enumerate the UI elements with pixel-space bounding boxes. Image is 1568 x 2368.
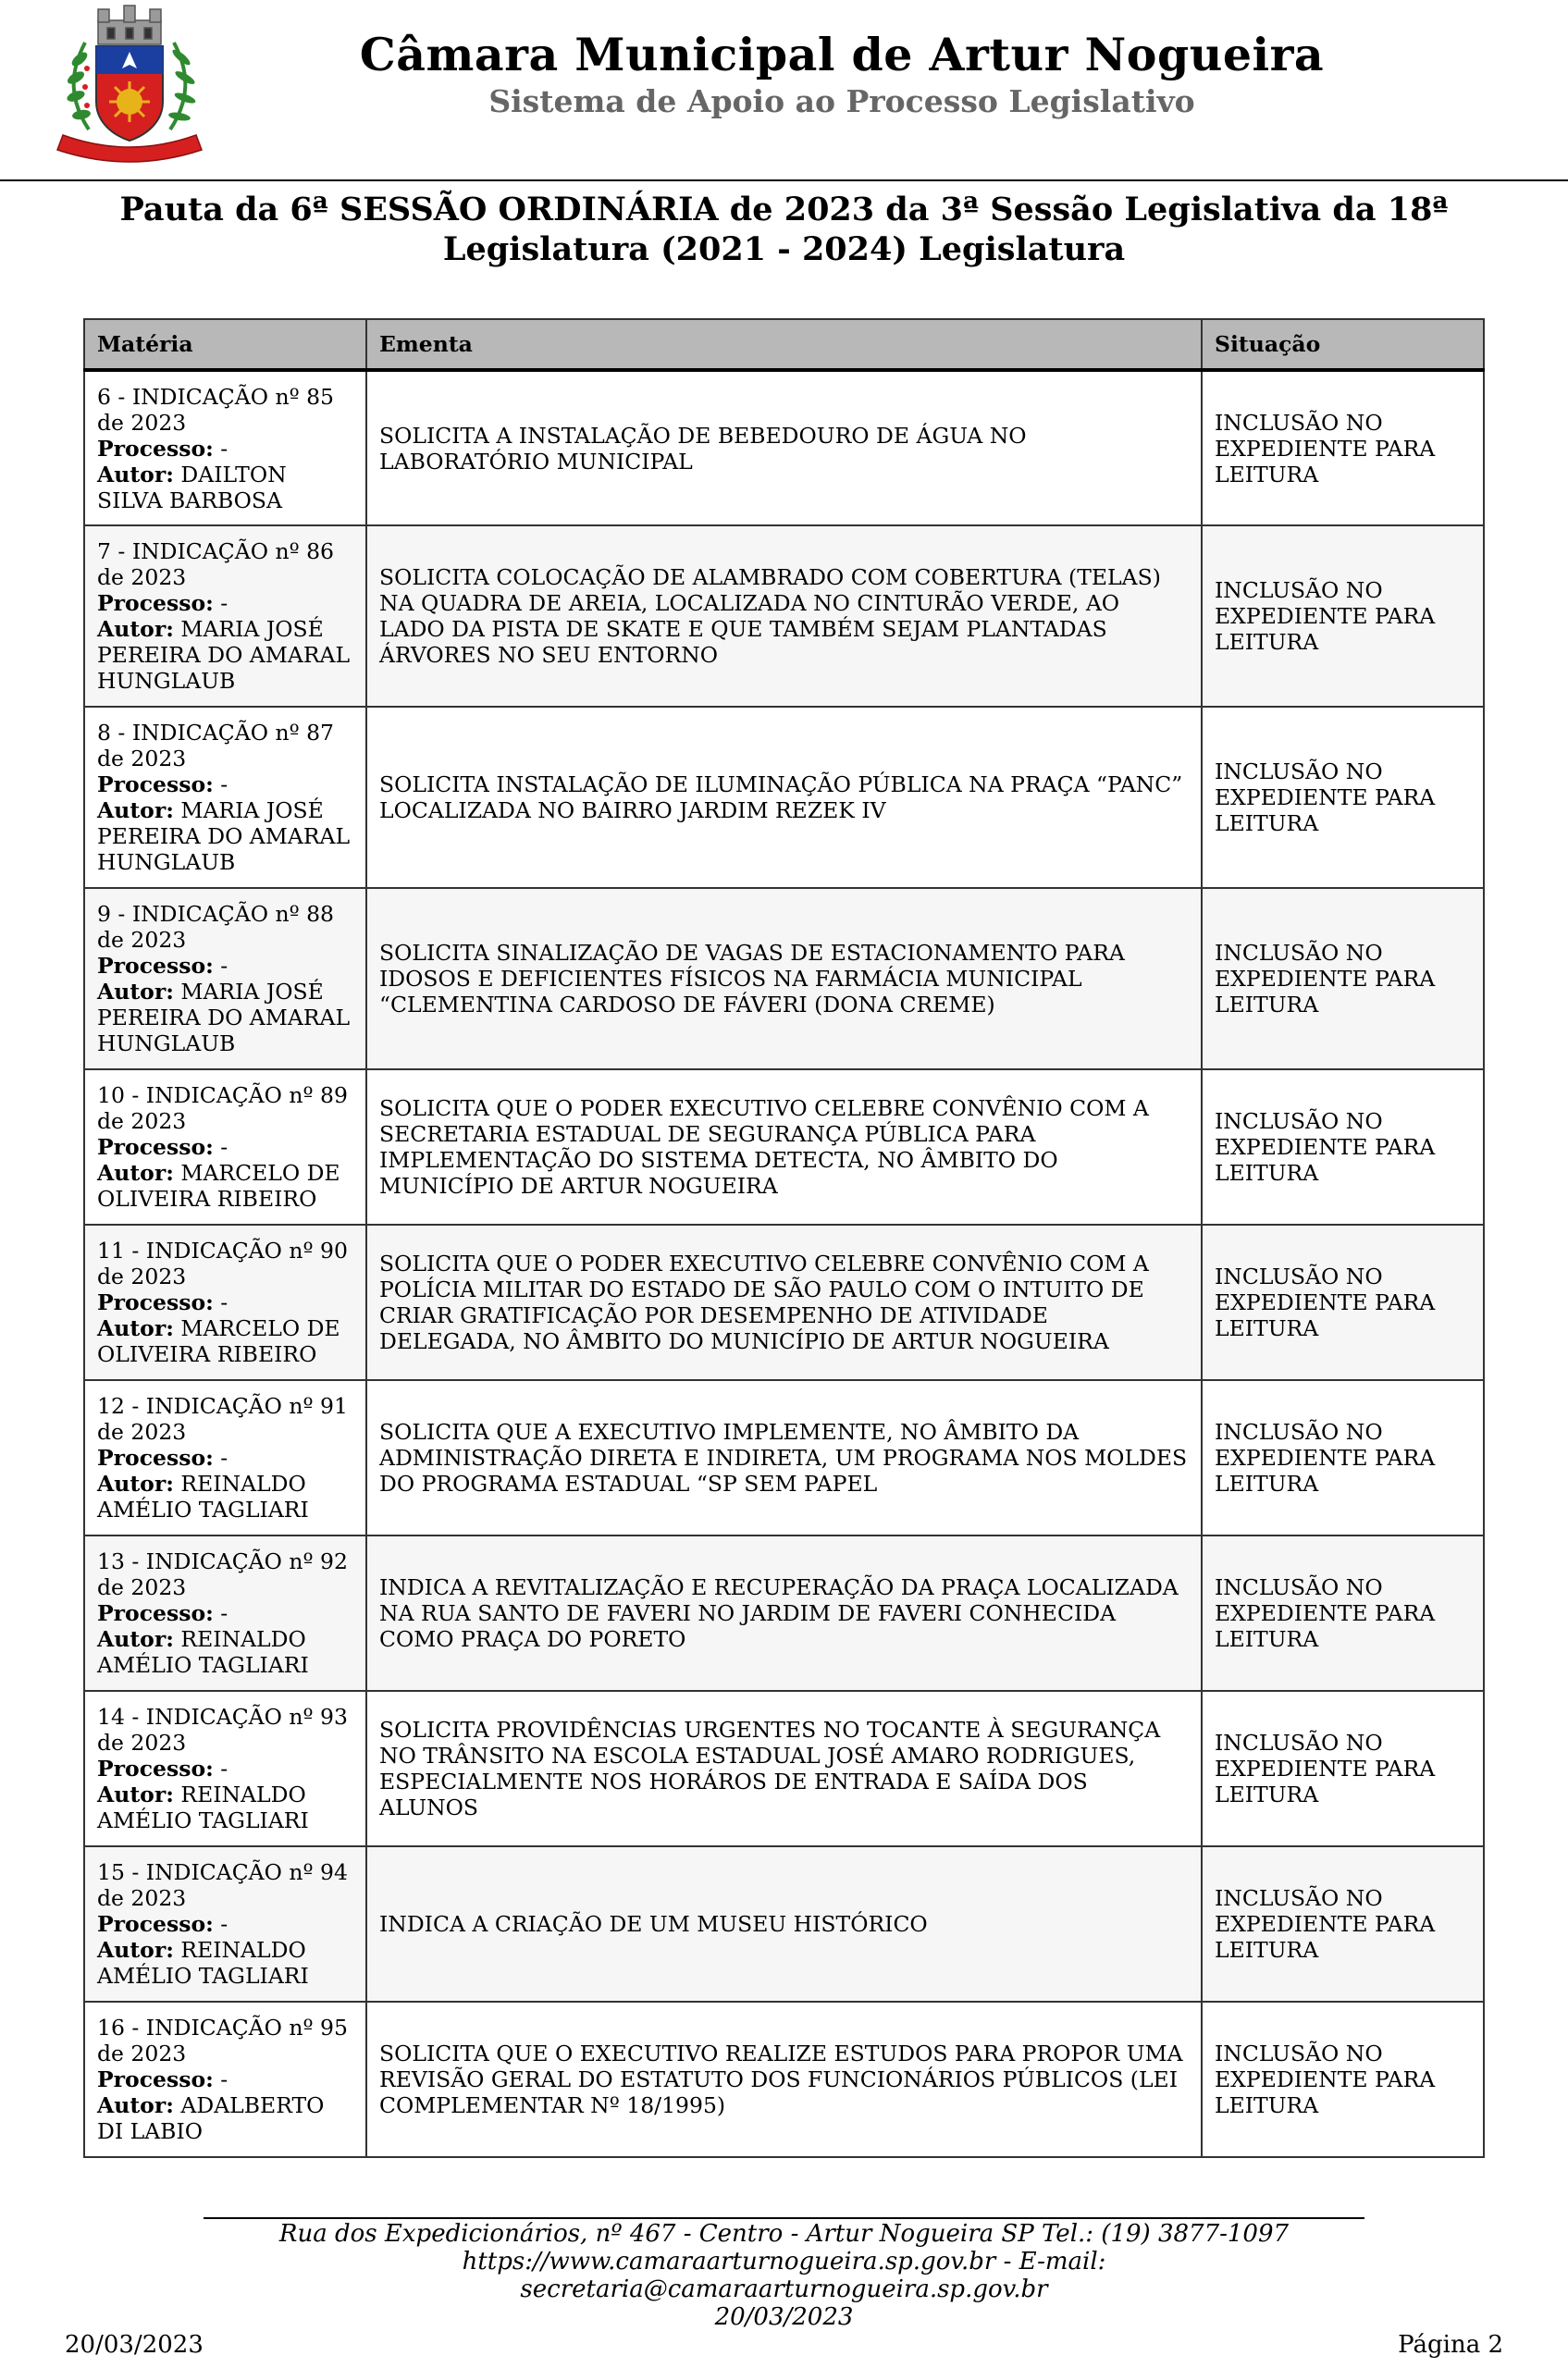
autor-label: Autor: [97,1315,174,1341]
processo-label: Processo: [97,1134,214,1160]
processo-label: Processo: [97,1445,214,1471]
autor-label: Autor: [97,797,174,823]
processo-value: - [220,435,228,462]
processo-label: Processo: [97,590,214,616]
autor-value: MARCELO DE OLIVEIRA RIBEIRO [97,1160,340,1212]
header-title: Câmara Municipal de Artur Nogueira [359,28,1325,81]
materia-title[interactable]: 14 - INDICAÇÃO nº 93 de 2023 [97,1704,348,1756]
autor-label: Autor: [97,1471,174,1497]
processo-label: Processo: [97,1289,214,1315]
materia-title[interactable]: 6 - INDICAÇÃO nº 85 de 2023 [97,383,334,436]
autor-value: MARIA JOSÉ PEREIRA DO AMARAL HUNGLAUB [97,797,351,875]
cell-ementa: INDICA A REVITALIZAÇÃO E RECUPERAÇÃO DA PRAÇA LOCALIZADA NA RUA SANTO DE FAVERI NO JARDIM DE FAVERI CONHECIDA COMO PRAÇA DO PORETO [366,1536,1202,1691]
header-subtitle: Sistema de Apoio ao Processo Legislativo [488,83,1195,119]
column-header-ementa: Ementa [366,319,1202,370]
autor-label: Autor: [97,1160,174,1186]
autor-label: Autor: [97,979,174,1005]
autor-label: Autor: [97,461,174,487]
pauta-title: Pauta da 6ª SESSÃO ORDINÁRIA de 2023 da 3ª Sessão Legislativa da 18ª Legislatura (2021 - 2024) Legislatura [119,191,1449,268]
cell-ementa: SOLICITA COLOCAÇÃO DE ALAMBRADO COM COBERTURA (TELAS) NA QUADRA DE AREIA, LOCALIZADA NO CINTURÃO VERDE, AO LADO DA PISTA DE SKATE E QUE TAMBÉM SEJAM PLANTADAS ÁRVORES NO SEU ENTORNO [366,525,1202,707]
cell-situacao: INCLUSÃO NO EXPEDIENTE PARA LEITURA [1202,1069,1484,1225]
materia-title[interactable]: 8 - INDICAÇÃO nº 87 de 2023 [97,720,334,771]
cell-materia [84,1536,366,1691]
cell-materia [84,888,366,1069]
materia-title[interactable]: 7 - INDICAÇÃO nº 86 de 2023 [97,538,334,590]
cell-materia [84,1846,366,2002]
cell-situacao: INCLUSÃO NO EXPEDIENTE PARA LEITURA [1202,1225,1484,1380]
autor-value: REINALDO AMÉLIO TAGLIARI [97,1471,309,1523]
footer-date: 20/03/2023 [714,2303,854,2331]
autor-value: DAILTON SILVA BARBOSA [97,461,287,513]
materia-title[interactable]: 15 - INDICAÇÃO nº 94 de 2023 [97,1859,348,1911]
cell-ementa: SOLICITA QUE O PODER EXECUTIVO CELEBRE CONVÊNIO COM A POLÍCIA MILITAR DO ESTADO DE SÃO PAULO COM O INTUITO DE CRIAR GRATIFICAÇÃO POR DESEMPENHO DE ATIVIDADE DELEGADA, NO ÂMBITO DO MUNICÍPIO DE ARTUR NOGUEIRA [366,1225,1202,1380]
processo-label: Processo: [97,1600,214,1626]
processo-label: Processo: [97,2066,214,2092]
table-row [84,1846,1484,2002]
materia-title[interactable]: 13 - INDICAÇÃO nº 92 de 2023 [97,1548,348,1600]
cell-situacao: INCLUSÃO NO EXPEDIENTE PARA LEITURA [1202,1536,1484,1691]
footer-divider [204,2217,1364,2219]
municipal-crest-logo [44,0,215,168]
table-row [84,1069,1484,1225]
cell-ementa: SOLICITA QUE O EXECUTIVO REALIZE ESTUDOS PARA PROPOR UMA REVISÃO GERAL DO ESTATUTO DOS FUNCIONÁRIOS PÚBLICOS (LEI COMPLEMENTAR Nº 18/1995) [366,2002,1202,2157]
processo-label: Processo: [97,1911,214,1937]
table-row [84,888,1484,1069]
autor-value: ADALBERTO DI LABIO [97,2092,325,2144]
autor-label: Autor: [97,1782,174,1807]
autor-value: REINALDO AMÉLIO TAGLIARI [97,1937,309,1989]
cell-ementa: SOLICITA A INSTALAÇÃO DE BEBEDOURO DE ÁGUA NO LABORATÓRIO MUNICIPAL [366,370,1202,525]
print-date: 20/03/2023 [65,2331,204,2359]
cell-situacao: INCLUSÃO NO EXPEDIENTE PARA LEITURA [1202,1691,1484,1846]
processo-value: - [220,1134,228,1160]
processo-label: Processo: [97,435,214,462]
processo-value: - [220,953,228,979]
table-row [84,1536,1484,1691]
materia-title[interactable]: 10 - INDICAÇÃO nº 89 de 2023 [97,1082,348,1134]
table-row [84,707,1484,888]
cell-materia [84,707,366,888]
cell-ementa: SOLICITA QUE A EXECUTIVO IMPLEMENTE, NO ÂMBITO DA ADMINISTRAÇÃO DIRETA E INDIRETA, UM PROGRAMA NOS MOLDES DO PROGRAMA ESTADUAL “SP SEM PAPEL [366,1380,1202,1536]
processo-value: - [220,1289,228,1315]
cell-materia [84,2002,366,2157]
footer-address: Rua dos Expedicionários, nº 467 - Centro - Artur Nogueira SP Tel.: (19) 3877-1097 https://www.camaraarturnogueira.sp.gov.br - E-mail: secretaria@camaraarturnogueira.sp.gov.br [278,2220,1290,2303]
pauta-table [83,318,1485,2158]
table-row [84,525,1484,707]
processo-value: - [220,590,228,616]
column-header-situacao: Situação [1202,319,1484,370]
cell-ementa: INDICA A CRIAÇÃO DE UM MUSEU HISTÓRICO [366,1846,1202,2002]
autor-value: MARIA JOSÉ PEREIRA DO AMARAL HUNGLAUB [97,616,351,694]
cell-ementa: SOLICITA QUE O PODER EXECUTIVO CELEBRE CONVÊNIO COM A SECRETARIA ESTADUAL DE SEGURANÇA PÚBLICA PARA IMPLEMENTAÇÃO DO SISTEMA DETECTA, NO ÂMBITO DO MUNICÍPIO DE ARTUR NOGUEIRA [366,1069,1202,1225]
processo-label: Processo: [97,771,214,797]
cell-situacao: INCLUSÃO NO EXPEDIENTE PARA LEITURA [1202,2002,1484,2157]
cell-materia [84,1380,366,1536]
cell-situacao: INCLUSÃO NO EXPEDIENTE PARA LEITURA [1202,370,1484,525]
processo-value: - [220,1600,228,1626]
table-row [84,1225,1484,1380]
table-row [84,2002,1484,2157]
processo-value: - [220,771,228,797]
table-row [84,1691,1484,1846]
autor-label: Autor: [97,2092,174,2118]
processo-label: Processo: [97,953,214,979]
autor-label: Autor: [97,616,174,642]
autor-label: Autor: [97,1937,174,1963]
cell-ementa: SOLICITA PROVIDÊNCIAS URGENTES NO TOCANTE À SEGURANÇA NO TRÂNSITO NA ESCOLA ESTADUAL JOSÉ AMARO RODRIGUES, ESPECIALMENTE NOS HORÁROS DE ENTRADA E SAÍDA DOS ALUNOS [366,1691,1202,1846]
table-row [84,1380,1484,1536]
autor-value: REINALDO AMÉLIO TAGLIARI [97,1626,309,1678]
processo-value: - [220,1756,228,1782]
autor-label: Autor: [97,1626,174,1652]
cell-situacao: INCLUSÃO NO EXPEDIENTE PARA LEITURA [1202,525,1484,707]
processo-value: - [220,1445,228,1471]
column-header-materia: Matéria [84,319,366,370]
table-header-row [84,319,1484,370]
materia-title[interactable]: 12 - INDICAÇÃO nº 91 de 2023 [97,1393,348,1445]
cell-materia [84,525,366,707]
cell-ementa: SOLICITA SINALIZAÇÃO DE VAGAS DE ESTACIONAMENTO PARA IDOSOS E DEFICIENTES FÍSICOS NA FARMÁCIA MUNICIPAL “CLEMENTINA CARDOSO DE FÁVERI (DONA CREME) [366,888,1202,1069]
cell-situacao: INCLUSÃO NO EXPEDIENTE PARA LEITURA [1202,888,1484,1069]
cell-ementa: SOLICITA INSTALAÇÃO DE ILUMINAÇÃO PÚBLICA NA PRAÇA “PANC” LOCALIZADA NO BAIRRO JARDIM REZEK IV [366,707,1202,888]
cell-materia [84,1691,366,1846]
processo-label: Processo: [97,1756,214,1782]
cell-materia [84,1225,366,1380]
cell-situacao: INCLUSÃO NO EXPEDIENTE PARA LEITURA [1202,707,1484,888]
materia-title[interactable]: 9 - INDICAÇÃO nº 88 de 2023 [97,901,334,953]
autor-value: MARIA JOSÉ PEREIRA DO AMARAL HUNGLAUB [97,979,351,1056]
autor-value: REINALDO AMÉLIO TAGLIARI [97,1782,309,1833]
materia-title[interactable]: 16 - INDICAÇÃO nº 95 de 2023 [97,2015,348,2066]
page-number: Página 2 [1398,2331,1503,2359]
cell-materia [84,1069,366,1225]
table-row [84,370,1484,525]
footer [204,2220,1364,2331]
materia-title[interactable]: 11 - INDICAÇÃO nº 90 de 2023 [97,1238,348,1289]
cell-materia [84,370,366,525]
cell-situacao: INCLUSÃO NO EXPEDIENTE PARA LEITURA [1202,1380,1484,1536]
cell-situacao: INCLUSÃO NO EXPEDIENTE PARA LEITURA [1202,1846,1484,2002]
page-header [0,0,1568,181]
autor-value: MARCELO DE OLIVEIRA RIBEIRO [97,1315,340,1367]
processo-value: - [220,2066,228,2092]
processo-value: - [220,1911,228,1937]
table-body [84,370,1484,2157]
